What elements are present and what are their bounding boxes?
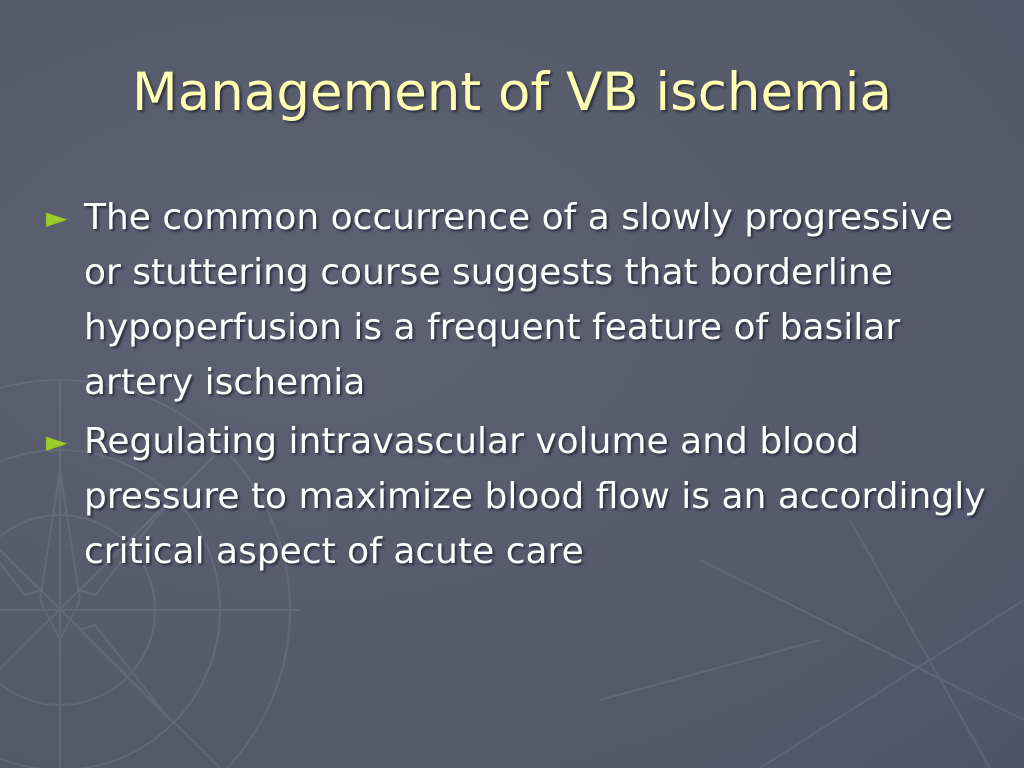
bullet-item xyxy=(46,190,986,410)
bullet-item xyxy=(46,414,986,579)
bullet-text: Regulating intravascular volume and blood pressure to maximize blood flow is an accordingly critical aspect of acute care xyxy=(84,421,986,572)
bullet-text: The common occurrence of a slowly progressive or stuttering course suggests that borderline hypoperfusion is a frequent feature of basilar artery ischemia xyxy=(84,197,954,403)
bullet-list xyxy=(46,190,986,583)
triangle-right-icon: ► xyxy=(46,425,68,458)
slide-title: Management of VB ischemia xyxy=(132,62,892,123)
triangle-right-icon: ► xyxy=(46,201,68,234)
